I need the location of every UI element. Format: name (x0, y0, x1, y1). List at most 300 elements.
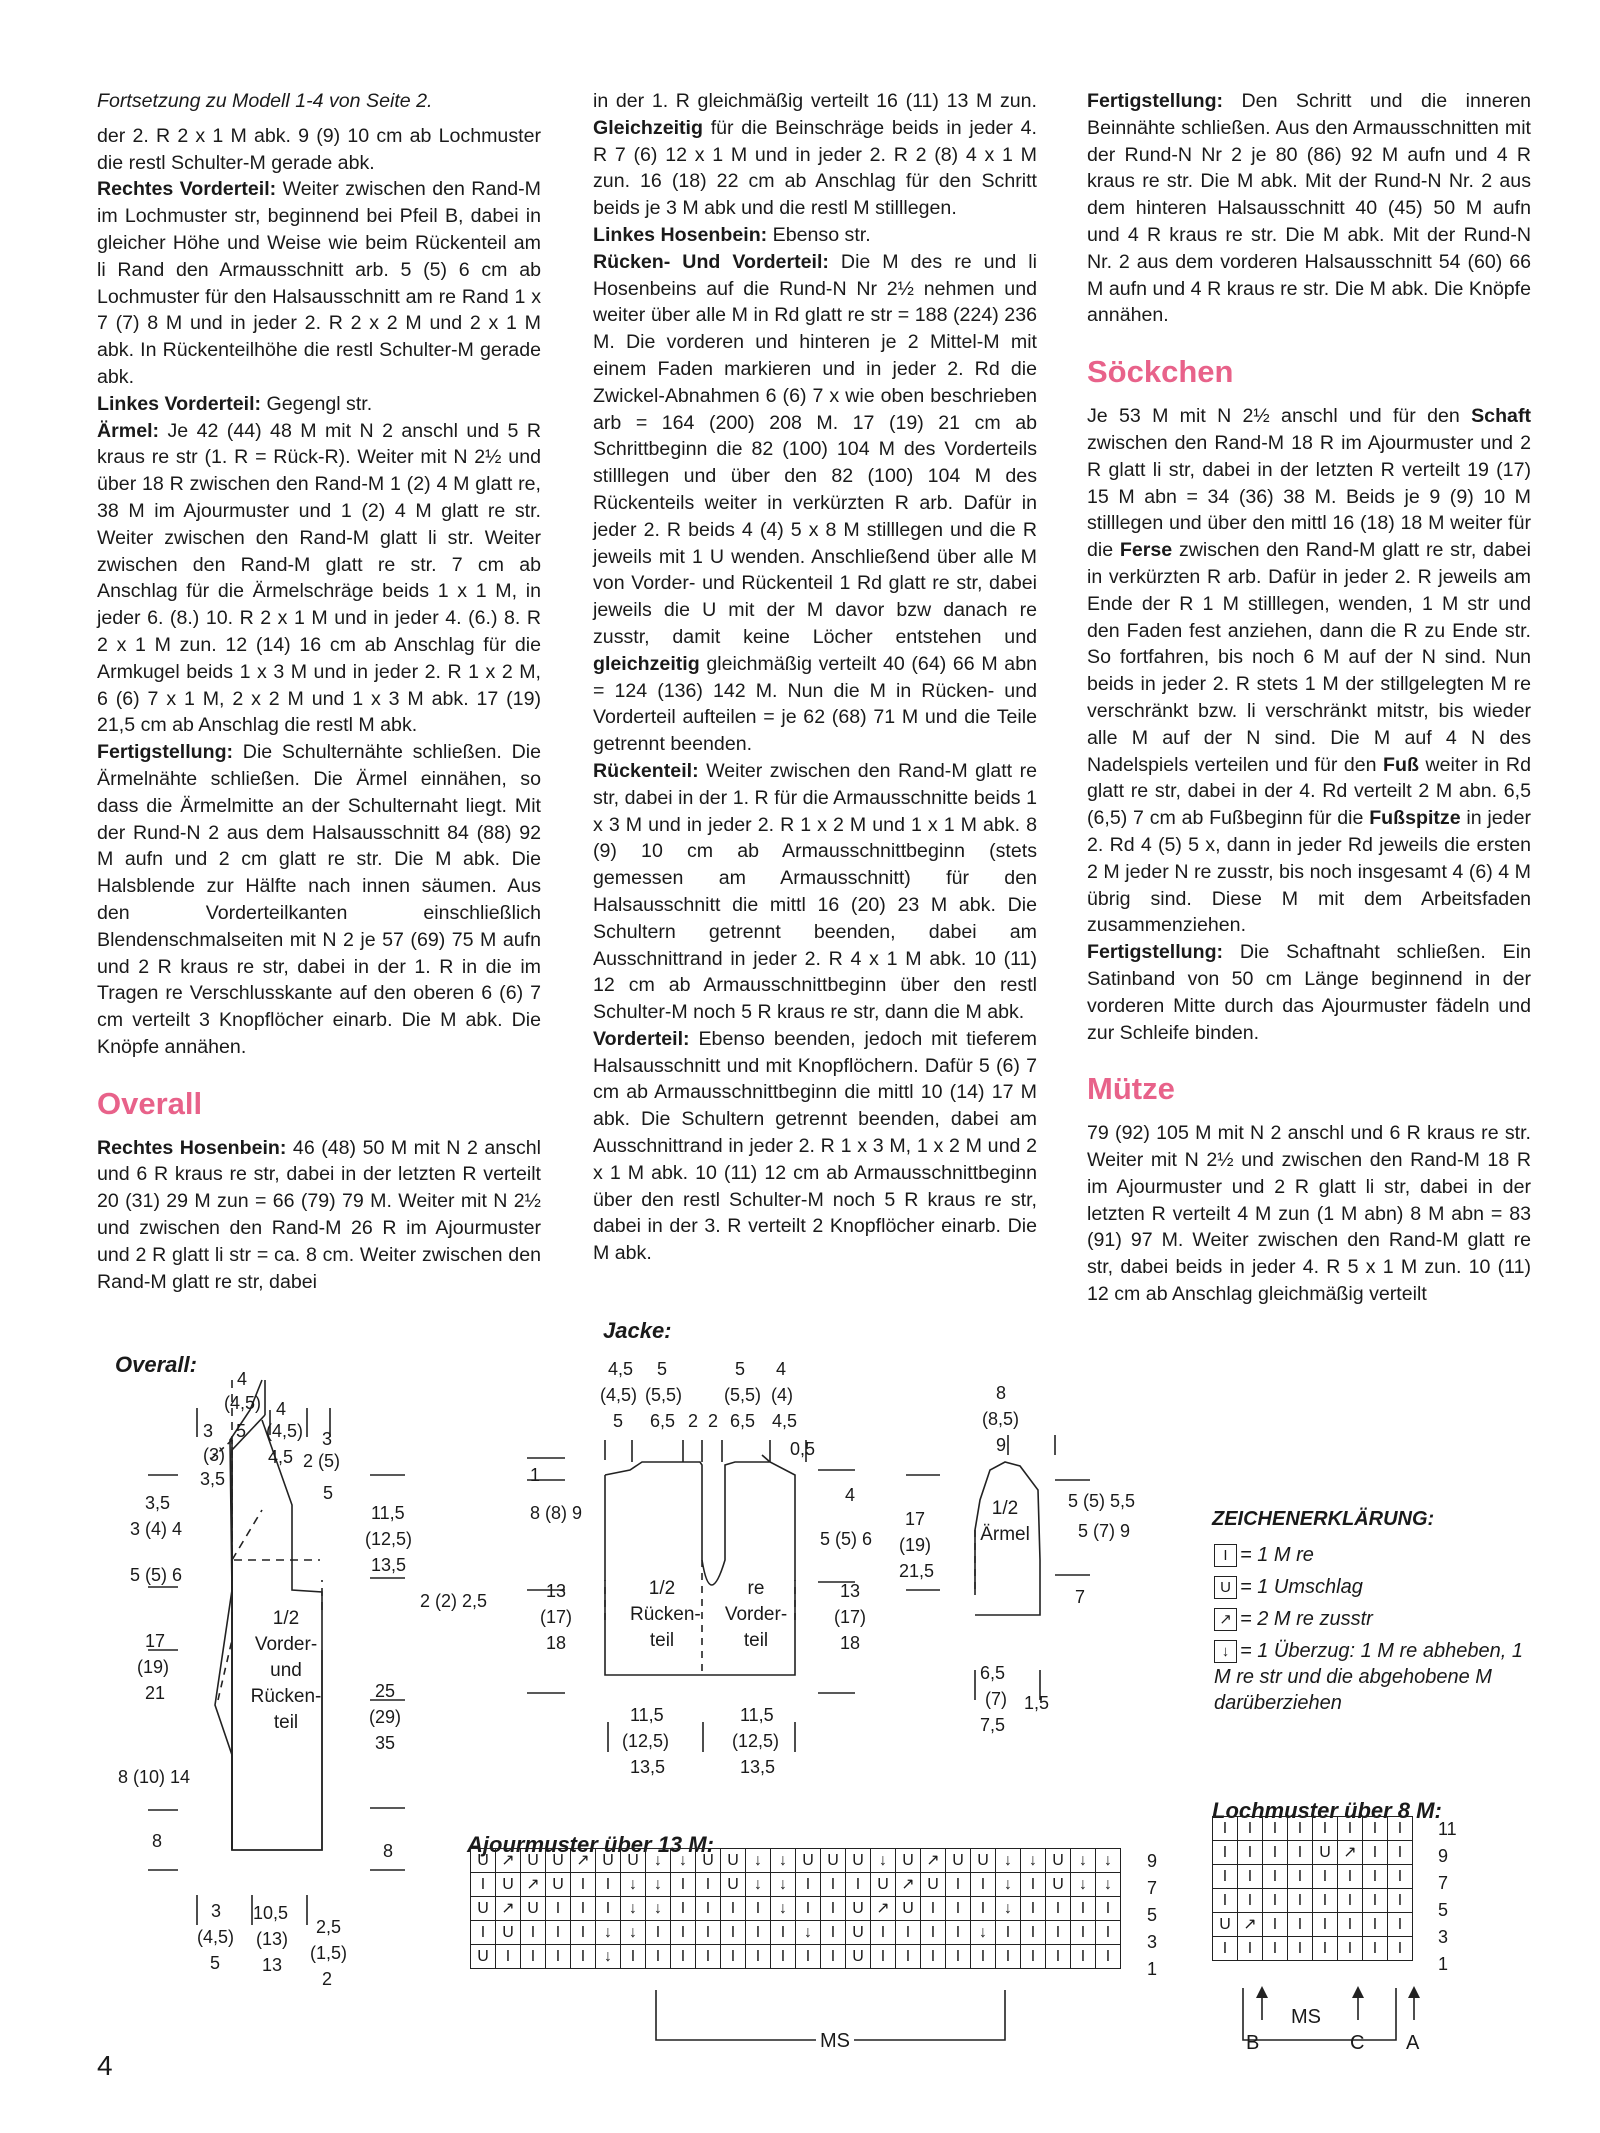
dim-label: 1 (530, 1465, 541, 1485)
dim-label: 13,5 (740, 1757, 776, 1777)
dim-label: 3 (203, 1421, 214, 1441)
section-heading-muetze: Mütze (1087, 1071, 1175, 1107)
ajour-stitch-cell: I (571, 1921, 596, 1945)
dim-label: 11,5 (371, 1503, 405, 1523)
dim-label: (17) (540, 1607, 573, 1627)
ajour-stitch-cell: I (796, 1897, 821, 1921)
dim-label: 13,5 (371, 1555, 407, 1575)
ajour-stitch-cell: I (771, 1945, 796, 1969)
ajour-stitch-cell: U (896, 1849, 921, 1873)
ajour-row-1: 1 (1147, 1959, 1158, 1979)
ajour-stitch-cell: U (721, 1873, 746, 1897)
loch-arrow-a: A (1406, 2032, 1420, 2054)
ajour-stitch-cell: ↗ (521, 1873, 546, 1897)
dim-label: 3 (211, 1901, 222, 1921)
ajour-stitch-cell: I (1021, 1921, 1046, 1945)
ajour-stitch-cell: I (821, 1921, 846, 1945)
ajour-stitch-cell: U (521, 1897, 546, 1921)
dim-label: (19) (899, 1535, 932, 1555)
ajour-stitch-cell: I (621, 1945, 646, 1969)
dim-label: 17 (905, 1509, 926, 1529)
ajour-stitch-cell: I (946, 1945, 971, 1969)
ajour-stitch-cell: I (646, 1945, 671, 1969)
loch-stitch-cell: I (1288, 1889, 1313, 1913)
loch-row-9: 9 (1438, 1846, 1449, 1866)
dim-label: 5 (210, 1953, 221, 1973)
ajour-stitch-cell: U (846, 1921, 871, 1945)
ajour-stitch-cell: ↓ (596, 1921, 621, 1945)
ajour-stitch-cell: I (671, 1897, 696, 1921)
loch-stitch-cell: I (1338, 1889, 1363, 1913)
ajour-stitch-cell: I (671, 1945, 696, 1969)
ajour-stitch-cell: I (696, 1945, 721, 1969)
loch-stitch-cell: I (1263, 1913, 1288, 1937)
ajour-stitch-cell: ↓ (646, 1873, 671, 1897)
dim-label: 11,5 (630, 1705, 664, 1725)
ajour-pattern-chart (470, 1848, 1121, 1969)
ajour-stitch-cell: ↗ (871, 1897, 896, 1921)
body-text: Die Schaftnaht schließen. Ein Satinband von 50 cm Länge beginnend in der vorderen Mitte durch das Ajourmuster fädeln und zur Schleife binden. (1087, 941, 1531, 1044)
dim-label: (4,5) (197, 1927, 235, 1947)
dim-label: (17) (834, 1607, 867, 1627)
ajour-stitch-cell: ↓ (1021, 1849, 1046, 1873)
legend-item-skp: ↓ = 1 Überzug: 1 M re abheben, 1 M re str und die abgehobene M darüberziehen (1214, 1640, 1523, 1714)
ajour-stitch-cell: ↓ (596, 1945, 621, 1969)
loch-stitch-cell: I (1363, 1817, 1388, 1841)
dim-label: 4,5 (268, 1447, 294, 1467)
continuation-note: Fortsetzung zu Modell 1-4 von Seite 2. (97, 90, 433, 112)
dim-label: 6,5 (650, 1411, 676, 1431)
loch-stitch-cell: I (1238, 1817, 1263, 1841)
dim-label: 4 (776, 1359, 787, 1379)
ajour-row-7: 7 (1147, 1878, 1158, 1898)
overall-piece-label: 1/2 Vorder- und Rücken- teil (250, 1608, 322, 1733)
loch-stitch-cell: I (1263, 1889, 1288, 1913)
body-text: in der 1. R gleichmäßig verteilt 16 (11) 13 M zun. (593, 90, 1037, 112)
ajour-stitch-cell: U (846, 1897, 871, 1921)
ajour-stitch-cell: I (1046, 1921, 1071, 1945)
loch-stitch-cell: I (1238, 1865, 1263, 1889)
dim-label: (8,5) (982, 1409, 1020, 1429)
legend-title: ZEICHENERKLÄRUNG: (1212, 1508, 1435, 1530)
ajour-stitch-cell: ↓ (621, 1921, 646, 1945)
ajour-stitch-cell: I (1071, 1897, 1096, 1921)
ajour-stitch-cell: I (721, 1897, 746, 1921)
ajour-stitch-cell: U (471, 1849, 496, 1873)
loch-stitch-cell: I (1288, 1913, 1313, 1937)
ajour-stitch-cell: I (896, 1921, 921, 1945)
dim-label: 13 (840, 1581, 861, 1601)
ajour-stitch-cell: U (696, 1849, 721, 1873)
loch-row-5: 5 (1438, 1900, 1449, 1920)
body-text: gleichmäßig verteilt 40 (64) 66 M abn = 124 (136) 142 M. Nun die M in Rücken- und Vorderteil aufteilen = je 62 (68) 71 M und die Teile getrennt beenden. (593, 652, 1037, 756)
loch-row-11: 11 (1438, 1819, 1457, 1839)
back-piece-label: 1/2 Rücken- teil (630, 1578, 701, 1651)
body-text: Weiter zwischen den Rand-M glatt re str, dabei in der 1. R für die Armausschnitte beids 1 x 3 M und in jeder 2. R 1 x 2 M und 1 x 1 M abk. 8 (9) 10 cm ab Armausschnittbeginn (stets gemessen am Armausschnitt) für den Halsausschnitt die mittl 16 (20) 23 M abk. Die Schultern getrennt beenden, dabei am Ausschnittrand in jeder 2. R 4 x 1 M abk. 10 (11) 12 cm ab Armausschnittbeginn über den restl Schulter-M noch 5 R kraus re str, dann die M abk. (593, 759, 1037, 1024)
ajour-stitch-cell: I (521, 1921, 546, 1945)
loch-stitch-cell: I (1288, 1937, 1313, 1961)
dim-label: 3 (4) 4 (130, 1519, 183, 1539)
dim-label: 8 (8) 9 (530, 1503, 583, 1523)
legend-item-knit: I = 1 M re (1214, 1542, 1314, 1568)
body-text: zwischen den Rand-M glatt re str, dabei in verkürzten R arb. Dafür in jeder 2. R jeweils am Ende der R 1 M stilllegen, wenden, 1 M str und den Faden fest anziehen, dann die R zu Ende str. So fortfahren, bis noch 6 M auf der N sind. Nun beids in jeder 2. R stets 1 M der stillgelegten M re verschränkt bzw. li verschränkt mitstr, bis wieder alle M auf der N sind. Die M auf 4 N des Nadelspiels verteilen und für den (1087, 539, 1531, 776)
ajour-stitch-cell: U (896, 1897, 921, 1921)
ajour-stitch-cell: I (746, 1945, 771, 1969)
dim-label: 21,5 (899, 1561, 935, 1581)
dim-label: 8 (152, 1831, 163, 1851)
ajour-chart-title: Ajourmuster über 13 M: (467, 1832, 714, 1857)
loch-stitch-cell: I (1313, 1865, 1338, 1889)
dim-label: (1,5) (310, 1943, 348, 1963)
loch-stitch-cell: I (1388, 1889, 1413, 1913)
dim-label: 3,5 (200, 1469, 226, 1489)
dim-label: (5,5) (645, 1385, 683, 1405)
loch-stitch-cell: I (1363, 1865, 1388, 1889)
body-text: Die M des re und li Hosenbeins auf die Rund-N Nr 2½ nehmen und weiter über alle M in Rd glatt re str = 188 (224) 236 M. Die vorderen und hinteren je 2 Mittel-M mit einem Faden markieren und in jeder 2. Rd die Zwickel-Abnahmen 6 (6) 7 x wie oben beschrieben arb = 164 (200) 208 M. 17 (19) 21 cm ab Schrittbeginn die 82 (100) 104 M des Vorderteils stilllegen und über den 82 (100) 104 M des Rückenteils weiter in verkürzten R arb. Dafür in jeder 2. R beids 4 (4) 5 x 8 M stilllegen und die R jeweils mit 1 U wenden. Anschließend über alle M von Vorder- und Rückenteil 1 Rd glatt re str, dabei jeweils die U mit der M davor bzw danach re zusstr, damit keine Löcher entstehen und (593, 250, 1038, 648)
ajour-stitch-cell: ↓ (746, 1849, 771, 1873)
ajour-stitch-cell: I (946, 1873, 971, 1897)
section-heading-overall: Overall (97, 1085, 203, 1121)
ajour-stitch-cell: I (1096, 1921, 1121, 1945)
ajour-stitch-cell: U (846, 1849, 871, 1873)
ajour-stitch-cell: ↓ (746, 1873, 771, 1897)
dim-label: 10,5 (253, 1903, 289, 1923)
dim-label: 5 (7) 9 (1078, 1521, 1131, 1541)
ajour-stitch-cell: ↓ (621, 1873, 646, 1897)
ajour-stitch-cell: I (546, 1945, 571, 1969)
loch-row-7: 7 (1438, 1873, 1449, 1893)
body-text: Ebenso str. (767, 223, 871, 246)
body-text: Gegengl str. (261, 392, 373, 415)
ajour-stitch-cell: I (521, 1945, 546, 1969)
overall-diagram-title: Overall: (115, 1352, 197, 1377)
dim-label: (4,5) (600, 1385, 638, 1405)
dim-label: 2 (688, 1411, 699, 1431)
loch-stitch-cell: I (1288, 1817, 1313, 1841)
bold-heading: Rechtes Vorderteil: (97, 178, 277, 201)
loch-pattern-chart (1212, 1816, 1413, 1961)
ajour-stitch-cell: ↓ (996, 1897, 1021, 1921)
ajour-stitch-cell: I (671, 1921, 696, 1945)
loch-stitch-cell: I (1363, 1937, 1388, 1961)
loch-stitch-cell: I (1288, 1865, 1313, 1889)
dim-label: (5,5) (724, 1385, 762, 1405)
ajour-stitch-cell: ↓ (1071, 1849, 1096, 1873)
ajour-stitch-cell: I (571, 1873, 596, 1897)
dim-label: 13 (262, 1955, 283, 1975)
ajour-stitch-cell: I (496, 1945, 521, 1969)
page-number: 4 (97, 2050, 113, 2081)
dim-label: 4 (237, 1369, 248, 1389)
loch-arrow-b: B (1246, 2032, 1260, 2054)
dim-label: 7 (1075, 1587, 1086, 1607)
loch-row-1: 1 (1438, 1954, 1449, 1974)
bold-heading: Rücken- Und Vorderteil: (593, 250, 829, 273)
loch-stitch-cell: I (1263, 1937, 1288, 1961)
ajour-stitch-cell: ↓ (996, 1849, 1021, 1873)
ajour-stitch-cell: I (721, 1921, 746, 1945)
dim-label: 8 (996, 1383, 1007, 1403)
ajour-stitch-cell: U (721, 1849, 746, 1873)
loch-stitch-cell: I (1338, 1937, 1363, 1961)
loch-stitch-cell: I (1338, 1865, 1363, 1889)
ajour-stitch-cell: U (471, 1897, 496, 1921)
loch-stitch-cell: I (1238, 1841, 1263, 1865)
dim-label: 5 (5) 5,5 (1068, 1491, 1136, 1511)
body-text: weiter in Rd glatt re str, dabei in der 4. Rd verteilt 2 M abn. 6,5 (6,5) 7 cm ab Fußbeginn für die (1087, 753, 1531, 830)
dim-label: 3,5 (145, 1493, 171, 1513)
ajour-stitch-cell: ↗ (896, 1873, 921, 1897)
dim-label: (3) (203, 1445, 225, 1465)
ajour-stitch-cell: ↗ (571, 1849, 596, 1873)
loch-stitch-cell: I (1213, 1937, 1238, 1961)
loch-stitch-cell: I (1388, 1937, 1413, 1961)
ajour-stitch-cell: I (721, 1945, 746, 1969)
body-text: in jeder 2. Rd 4 (5) 5 x, dann in jeder Rd jeweils die ersten 2 M jeder N re zusstr, bis noch insgesamt 4 (6) 4 M übrig sind. Diese M mit dem Arbeitsfaden zusammenziehen. (1087, 807, 1531, 937)
dim-label: 6,5 (980, 1663, 1006, 1683)
ajour-stitch-cell: ↓ (771, 1897, 796, 1921)
dim-label: 35 (375, 1733, 396, 1753)
ajour-ms-label: MS (816, 2030, 854, 2052)
sleeve-piece-label: 1/2 Ärmel (980, 1498, 1030, 1545)
ajour-stitch-cell: I (1071, 1921, 1096, 1945)
ajour-stitch-cell: U (821, 1849, 846, 1873)
ajour-stitch-cell: ↓ (646, 1849, 671, 1873)
ajour-stitch-cell: I (696, 1897, 721, 1921)
ajour-stitch-cell: ↓ (621, 1897, 646, 1921)
loch-stitch-cell: I (1213, 1865, 1238, 1889)
ajour-row-3: 3 (1147, 1932, 1158, 1952)
loch-row-3: 3 (1438, 1927, 1449, 1947)
body-text: Je 53 M mit N 2½ anschl und für den (1087, 405, 1472, 428)
dim-label: 9 (996, 1435, 1007, 1455)
ajour-stitch-cell: I (796, 1873, 821, 1897)
dim-label: 5 (613, 1411, 624, 1431)
ajour-stitch-cell: ↓ (771, 1849, 796, 1873)
dim-label: 5 (735, 1359, 746, 1379)
ajour-stitch-cell: U (921, 1873, 946, 1897)
bold-heading: Linkes Hosenbein: (593, 223, 768, 246)
ajour-stitch-cell: I (571, 1897, 596, 1921)
dim-label: 8 (10) 14 (118, 1767, 191, 1787)
ajour-stitch-cell: I (971, 1897, 996, 1921)
jacke-diagram-title: Jacke: (603, 1318, 672, 1343)
ajour-stitch-cell: I (1096, 1897, 1121, 1921)
loch-stitch-cell: U (1213, 1913, 1238, 1937)
ajour-stitch-cell: ↓ (1071, 1873, 1096, 1897)
loch-ms-label: MS (1288, 2006, 1324, 2028)
ajour-stitch-cell: U (496, 1921, 521, 1945)
ajour-stitch-cell: ↓ (871, 1849, 896, 1873)
dim-label: 13 (546, 1581, 567, 1601)
ajour-stitch-cell: I (1096, 1945, 1121, 1969)
dim-label: 21 (145, 1683, 166, 1703)
legend-item-k2tog: ↗ = 2 M re zusstr (1214, 1606, 1373, 1632)
dim-label: 2,5 (316, 1917, 342, 1937)
ajour-stitch-cell: I (821, 1873, 846, 1897)
bold-heading: Rückenteil: (593, 759, 699, 782)
body-text: 46 (48) 50 M mit N 2 anschl und 6 R kraus re str, dabei in der letzten R verteilt 20 (31) 29 M zun = 66 (79) 79 M. Weiter mit N 2½ und zwischen den Rand-M 26 R im Ajourmuster und 2 R glatt li str = ca. 8 cm. Weiter zwischen den Rand-M glatt re str, dabei (97, 1136, 541, 1293)
dim-label: (12,5) (622, 1731, 670, 1751)
ajour-stitch-cell: I (671, 1873, 696, 1897)
loch-stitch-cell: U (1313, 1841, 1338, 1865)
ajour-stitch-cell: I (746, 1921, 771, 1945)
ajour-stitch-cell: ↓ (796, 1921, 821, 1945)
dim-label: 2 (5) (303, 1451, 341, 1471)
ajour-stitch-cell: U (546, 1849, 571, 1873)
ajour-stitch-cell: I (971, 1945, 996, 1969)
bold-heading: Ferse (1119, 539, 1173, 562)
ajour-stitch-cell: I (596, 1897, 621, 1921)
dim-label: 7,5 (980, 1715, 1006, 1735)
legend-item-yarnover: U = 1 Umschlag (1214, 1574, 1363, 1600)
ajour-stitch-cell: I (746, 1897, 771, 1921)
dim-label: (4) (771, 1385, 793, 1405)
bold-heading: Gleichzeitig (593, 116, 703, 139)
ajour-stitch-cell: U (1046, 1873, 1071, 1897)
ajour-stitch-cell: I (846, 1873, 871, 1897)
loch-stitch-cell: I (1213, 1817, 1238, 1841)
loch-stitch-cell: I (1388, 1817, 1413, 1841)
ajour-stitch-cell: I (871, 1945, 896, 1969)
dim-label: 4,5 (608, 1359, 634, 1379)
ajour-stitch-cell: ↗ (496, 1849, 521, 1873)
ajour-stitch-cell: I (996, 1945, 1021, 1969)
section-heading-soeckchen: Söckchen (1087, 354, 1234, 390)
bold-heading: Rechtes Hosenbein: (97, 1136, 287, 1159)
dim-label: 4 (276, 1399, 287, 1419)
loch-stitch-cell: I (1338, 1817, 1363, 1841)
ajour-stitch-cell: I (996, 1921, 1021, 1945)
ajour-stitch-cell: I (921, 1897, 946, 1921)
bold-heading: Schaft (1471, 405, 1531, 428)
dim-label: 25 (375, 1681, 396, 1701)
bold-heading: Fertigstellung: (1087, 90, 1224, 112)
ajour-stitch-cell: I (871, 1921, 896, 1945)
dim-label: 18 (546, 1633, 567, 1653)
dim-label: 17 (145, 1631, 166, 1651)
bold-heading: Vorderteil: (593, 1027, 690, 1050)
loch-stitch-cell: I (1388, 1913, 1413, 1937)
ajour-stitch-cell: ↗ (496, 1897, 521, 1921)
dim-label: (19) (137, 1657, 170, 1677)
dim-label: (29) (369, 1707, 402, 1727)
loch-stitch-cell: I (1338, 1913, 1363, 1937)
dim-label: 5 (236, 1421, 247, 1441)
bold-heading: gleichzeitig (593, 652, 700, 675)
bold-heading: Fuß (1383, 753, 1419, 776)
dim-label: (4,5) (224, 1393, 262, 1413)
body-text: Ebenso beenden, jedoch mit tieferem Halsausschnitt und mit Knopflöchern. Dafür 5 (6) 7 cm ab Armausschnittbeginn die mittl 10 (14) 17 M abk. Die Schultern getrennt beenden, dabei am Ausschnittrand in jeder 2. R 1 x 3 M, 1 x 2 M und 2 x 1 M abk. 10 (11) 12 cm ab Armausschnittbeginn über den restl Schulter-M noch 5 R kraus re str, dabei in der 3. R verteilt 2 Knopflöcher einarb. Die M abk. (593, 1027, 1037, 1265)
dim-label: 5 (5) 6 (820, 1529, 873, 1549)
ajour-stitch-cell: I (1021, 1873, 1046, 1897)
dim-label: 2 (322, 1969, 333, 1989)
ajour-stitch-cell: I (971, 1873, 996, 1897)
loch-stitch-cell: I (1213, 1889, 1238, 1913)
bold-heading: Fertigstellung: (1087, 941, 1224, 964)
body-text: für die Beinschräge beids in jeder 4. R 7 (6) 12 x 1 M und in jeder 2. R 2 (8) 4 x 1 M zun. 16 (18) 22 cm ab Anschlag für den Schritt beids je 3 M abk und die restl M stilllegen. (593, 116, 1037, 220)
loch-stitch-cell: I (1363, 1913, 1388, 1937)
ajour-stitch-cell: I (821, 1897, 846, 1921)
ajour-row-9: 9 (1147, 1851, 1158, 1871)
ajour-stitch-cell: I (471, 1921, 496, 1945)
ajour-stitch-cell: ↗ (921, 1849, 946, 1873)
loch-stitch-cell: I (1313, 1937, 1338, 1961)
ajour-stitch-cell: I (1021, 1897, 1046, 1921)
dim-label: (7) (985, 1689, 1007, 1709)
dim-label: (12,5) (732, 1731, 780, 1751)
dim-label: 5 (5) 6 (130, 1565, 183, 1585)
ajour-stitch-cell: I (821, 1945, 846, 1969)
ajour-stitch-cell: I (796, 1945, 821, 1969)
dim-label: 2 (2) 2,5 (420, 1591, 488, 1611)
ajour-stitch-cell: I (1046, 1945, 1071, 1969)
dim-label: 8 (383, 1841, 394, 1861)
ajour-stitch-cell: I (1021, 1945, 1046, 1969)
ajour-stitch-cell: U (796, 1849, 821, 1873)
ajour-stitch-cell: ↓ (1096, 1873, 1121, 1897)
dim-label: 1,5 (1024, 1693, 1050, 1713)
front-piece-label: re Vorder- teil (724, 1578, 788, 1651)
loch-stitch-cell: ↗ (1338, 1841, 1363, 1865)
loch-stitch-cell: I (1313, 1889, 1338, 1913)
ajour-stitch-cell: U (971, 1849, 996, 1873)
ajour-stitch-cell: I (646, 1921, 671, 1945)
loch-stitch-cell: I (1363, 1841, 1388, 1865)
ajour-stitch-cell: I (596, 1873, 621, 1897)
ajour-stitch-cell: ↓ (996, 1873, 1021, 1897)
ajour-row-5: 5 (1147, 1905, 1158, 1925)
ajour-stitch-cell: U (846, 1945, 871, 1969)
ajour-stitch-cell: I (1071, 1945, 1096, 1969)
body-text: zwischen den Rand-M 18 R im Ajourmuster und 2 R glatt li str, dabei in der letzten R verteilt 19 (17) 15 M abn = 34 (36) 38 M. Beids je 9 (9) 10 M stilllegen und über den mittl 16 (18) 18 M weiter für die (1087, 431, 1531, 562)
body-text: 79 (92) 105 M mit N 2 anschl und 6 R kraus re str. Weiter mit N 2½ und zwischen den Rand-M 18 R im Ajourmuster und 2 R glatt li str, dabei in der letzten R verteilt 4 M zun (1 M abn) 8 M abn = 83 (91) 97 M. Weiter zwischen den Rand-M glatt re str, dabei beids in jeder 4. R 5 x 1 M zun. 10 (11) 12 cm ab Anschlag gleichmäßig verteilt (1087, 1122, 1531, 1306)
loch-stitch-cell: I (1288, 1841, 1313, 1865)
ajour-stitch-cell: I (546, 1921, 571, 1945)
dim-label: 11,5 (740, 1705, 774, 1725)
dim-label: 0,5 (790, 1439, 816, 1459)
dim-label: 6,5 (730, 1411, 756, 1431)
dim-label: (12,5) (365, 1529, 413, 1549)
body-text: Je 42 (44) 48 M mit N 2 anschl und 5 R kraus re str (1. R = Rück-R). Weiter mit N 2½ und über 18 R zwischen den Rand-M 1 (2) 4 M glatt re, 38 M im Ajourmuster und 1 (2) 4 M glatt re str. Weiter zwischen den Rand-M glatt li str. Weiter zwischen den Rand-M glatt re str. 7 cm ab Anschlag für die Ärmelschräge beids 1 x 1 M, in jeder 6. (8.) 10. R 2 x 1 M und in jeder 4. (6.) 8. R 2 x 1 M zun. 12 (14) 16 cm ab Anschlag für die Armkugel beids 1 x 3 M und in jeder 2. R 1 x 2 M, 6 (6) 7 x 1 M, 2 x 2 M und 1 x 3 M abk. 17 (19) 21,5 cm ab Anschlag die restl M abk. (97, 419, 541, 737)
loch-stitch-cell: I (1238, 1937, 1263, 1961)
ajour-stitch-cell: I (921, 1921, 946, 1945)
loch-stitch-cell: I (1263, 1817, 1288, 1841)
bold-heading: Fertigstellung: (97, 741, 234, 764)
ajour-stitch-cell: I (471, 1873, 496, 1897)
loch-stitch-cell: I (1363, 1889, 1388, 1913)
dim-label: 13,5 (630, 1757, 666, 1777)
ajour-stitch-cell: ↓ (1096, 1849, 1121, 1873)
ajour-stitch-cell: U (1046, 1849, 1071, 1873)
ajour-stitch-cell: I (696, 1873, 721, 1897)
ajour-stitch-cell: I (946, 1921, 971, 1945)
dim-label: 4,5 (772, 1411, 798, 1431)
dim-label: 5 (323, 1483, 334, 1503)
body-text: Den Schritt und die inneren Beinnähte schließen. Aus den Armausschnitten mit der Rund-N Nr 2 je 80 (86) 92 M aufn und 4 R kraus re str. Die M abk. Mit der Rund-N Nr. 2 aus dem hinteren Halsausschnitt 40 (45) 50 M aufn und 4 R kraus re str. Die M abk. Mit der Rund-N Nr. 2 aus dem vorderen Halsausschnitt 54 (60) 66 M aufn und 4 R kraus re str. Die M abk. Die Knöpfe annähen. (1087, 90, 1531, 327)
loch-stitch-cell: I (1313, 1817, 1338, 1841)
ajour-stitch-cell: I (946, 1897, 971, 1921)
ajour-stitch-cell: U (946, 1849, 971, 1873)
dim-label: 4 (845, 1485, 856, 1505)
body-text: Die Schulternähte schließen. Die Ärmelnähte schließen. Die Ärmel einnähen, so dass die Ärmelmitte an der Schulternaht liegt. Mit der Rund-N 2 aus dem Halsausschnitt 84 (88) 92 M aufn und 2 cm glatt re str. Die M abk. Die Halsblende zur Hälfte nach innen säumen. Aus den Vorderteilkanten einschließlich Blendenschmalseiten mit N 2 je 57 (69) 75 M aufn und 2 R kraus re str, dabei in der 1. R in die im Tragen re Verschlusskante auf den oberen 6 (6) 7 cm verteilt 3 Knopflöcher einarb. Die M abk. Die Knöpfe annähen. (97, 741, 541, 1058)
ajour-stitch-cell: ↓ (771, 1873, 796, 1897)
loch-stitch-cell: I (1263, 1841, 1288, 1865)
ajour-stitch-cell: I (696, 1921, 721, 1945)
loch-stitch-cell: I (1388, 1865, 1413, 1889)
ajour-stitch-cell: U (596, 1849, 621, 1873)
dim-label: (13) (256, 1929, 289, 1949)
